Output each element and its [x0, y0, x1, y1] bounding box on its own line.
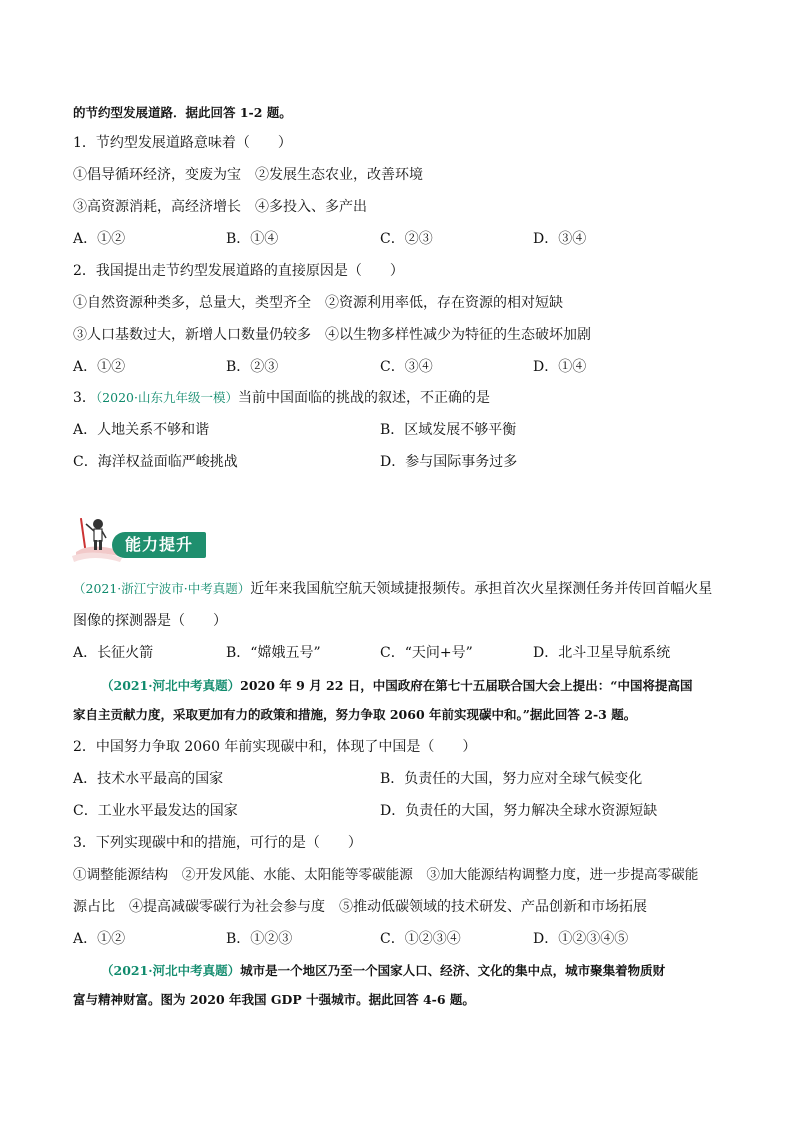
choice-d[interactable]: D．负责任的大国，努力解决全球水资源短缺	[380, 803, 658, 819]
q2-stem: 2．我国提出走节约型发展道路的直接原因是（ ）	[73, 263, 404, 279]
choice-a[interactable]: A．①②	[73, 359, 126, 375]
material2-source: （2021·河北中考真题）	[101, 963, 241, 978]
q2-options-line1: ①自然资源种类多，总量大，类型齐全 ②资源利用率低，存在资源的相对短缺	[73, 295, 563, 311]
p3-stem: 3．下列实现碳中和的措施，可行的是（ ）	[73, 835, 362, 851]
choice-d[interactable]: D．①②③④⑤	[533, 931, 629, 947]
material2-line2: 富与精神财富。图为 2020 年我国 GDP 十强城市。据此回答 4-6 题。	[73, 992, 475, 1007]
q3-number: 3．	[73, 390, 96, 406]
choice-c[interactable]: C．②③	[380, 231, 433, 247]
q1-stem: 1．节约型发展道路意味着（ ）	[73, 135, 292, 151]
choice-a[interactable]: A．技术水平最高的国家	[73, 771, 224, 787]
p1-stem-line2: 图像的探测器是（ ）	[73, 613, 227, 629]
material2-text1: 城市是一个地区乃至一个国家人口、经济、文化的集中点，城市聚集着物质财	[240, 963, 666, 978]
intro-line: 的节约型发展道路．据此回答 1-2 题。	[73, 105, 292, 120]
choice-a[interactable]: A．长征火箭	[73, 645, 154, 661]
choice-b[interactable]: B．②③	[226, 359, 279, 375]
q3-stem: 当前中国面临的挑战的叙述，不正确的是	[237, 390, 490, 406]
q3-source: （2020·山东九年级一模）	[95, 390, 238, 405]
material1-text1: 2020 年 9 月 22 日，中国政府在第七十五届联合国大会上提出：“中国将提高国	[240, 678, 693, 693]
section-banner	[70, 512, 210, 562]
choice-b[interactable]: B．区域发展不够平衡	[380, 422, 517, 438]
choice-b[interactable]: B．“嫦娥五号”	[226, 645, 321, 661]
choice-c[interactable]: C．海洋权益面临严峻挑战	[73, 454, 238, 470]
material1-source: （2021·河北中考真题）	[101, 678, 241, 693]
p1-stem-line1	[73, 580, 734, 598]
choice-d[interactable]: D．参与国际事务过多	[380, 454, 518, 470]
choice-d[interactable]: D．北斗卫星导航系统	[533, 645, 671, 661]
q3-stem-line	[73, 389, 734, 407]
p3-options-line2: 源占比 ④提高减碳零碳行为社会参与度 ⑤推动低碳领域的技术研发、产品创新和市场拓展	[73, 899, 647, 915]
choice-c[interactable]: C．工业水平最发达的国家	[73, 803, 238, 819]
choice-c[interactable]: C．③④	[380, 359, 433, 375]
p3-options-line1: ①调整能源结构 ②开发风能、水能、太阳能等零碳能源 ③加大能源结构调整力度，进一步提高零碳能	[73, 867, 699, 883]
choice-c[interactable]: C．“天问+号”	[380, 645, 473, 661]
q1-options-line2: ③高资源消耗，高经济增长 ④多投入、多产出	[73, 199, 367, 215]
choice-a[interactable]: A．①②	[73, 931, 126, 947]
p1-stem: 近年来我国航空航天领域捷报频传。承担首次火星探测任务并传回首幅火星	[250, 581, 713, 597]
section-title: 能力提升	[112, 532, 206, 558]
choice-c[interactable]: C．①②③④	[380, 931, 461, 947]
choice-b[interactable]: B．①②③	[226, 931, 293, 947]
choice-b[interactable]: B．负责任的大国，努力应对全球气候变化	[380, 771, 643, 787]
q2-options-line2: ③人口基数过大，新增人口数量仍较多 ④以生物多样性减少为特征的生态破坏加剧	[73, 327, 591, 343]
material1-line1	[101, 677, 734, 695]
material1-line2: 家自主贡献力度，采取更加有力的政策和措施，努力争取 2060 年前实现碳中和。”据此回答 2-3 题。	[73, 707, 637, 722]
material2-line1	[101, 962, 734, 980]
choice-a[interactable]: A．人地关系不够和谐	[73, 422, 210, 438]
p1-source: （2021·浙江宁波市·中考真题）	[73, 581, 251, 596]
choice-d[interactable]: D．①④	[533, 359, 587, 375]
p2-stem: 2．中国努力争取 2060 年前实现碳中和，体现了中国是（ ）	[73, 739, 477, 755]
q1-options-line1: ①倡导循环经济，变废为宝 ②发展生态农业，改善环境	[73, 167, 423, 183]
choice-d[interactable]: D．③④	[533, 231, 587, 247]
choice-a[interactable]: A．①②	[73, 231, 126, 247]
choice-b[interactable]: B．①④	[226, 231, 279, 247]
